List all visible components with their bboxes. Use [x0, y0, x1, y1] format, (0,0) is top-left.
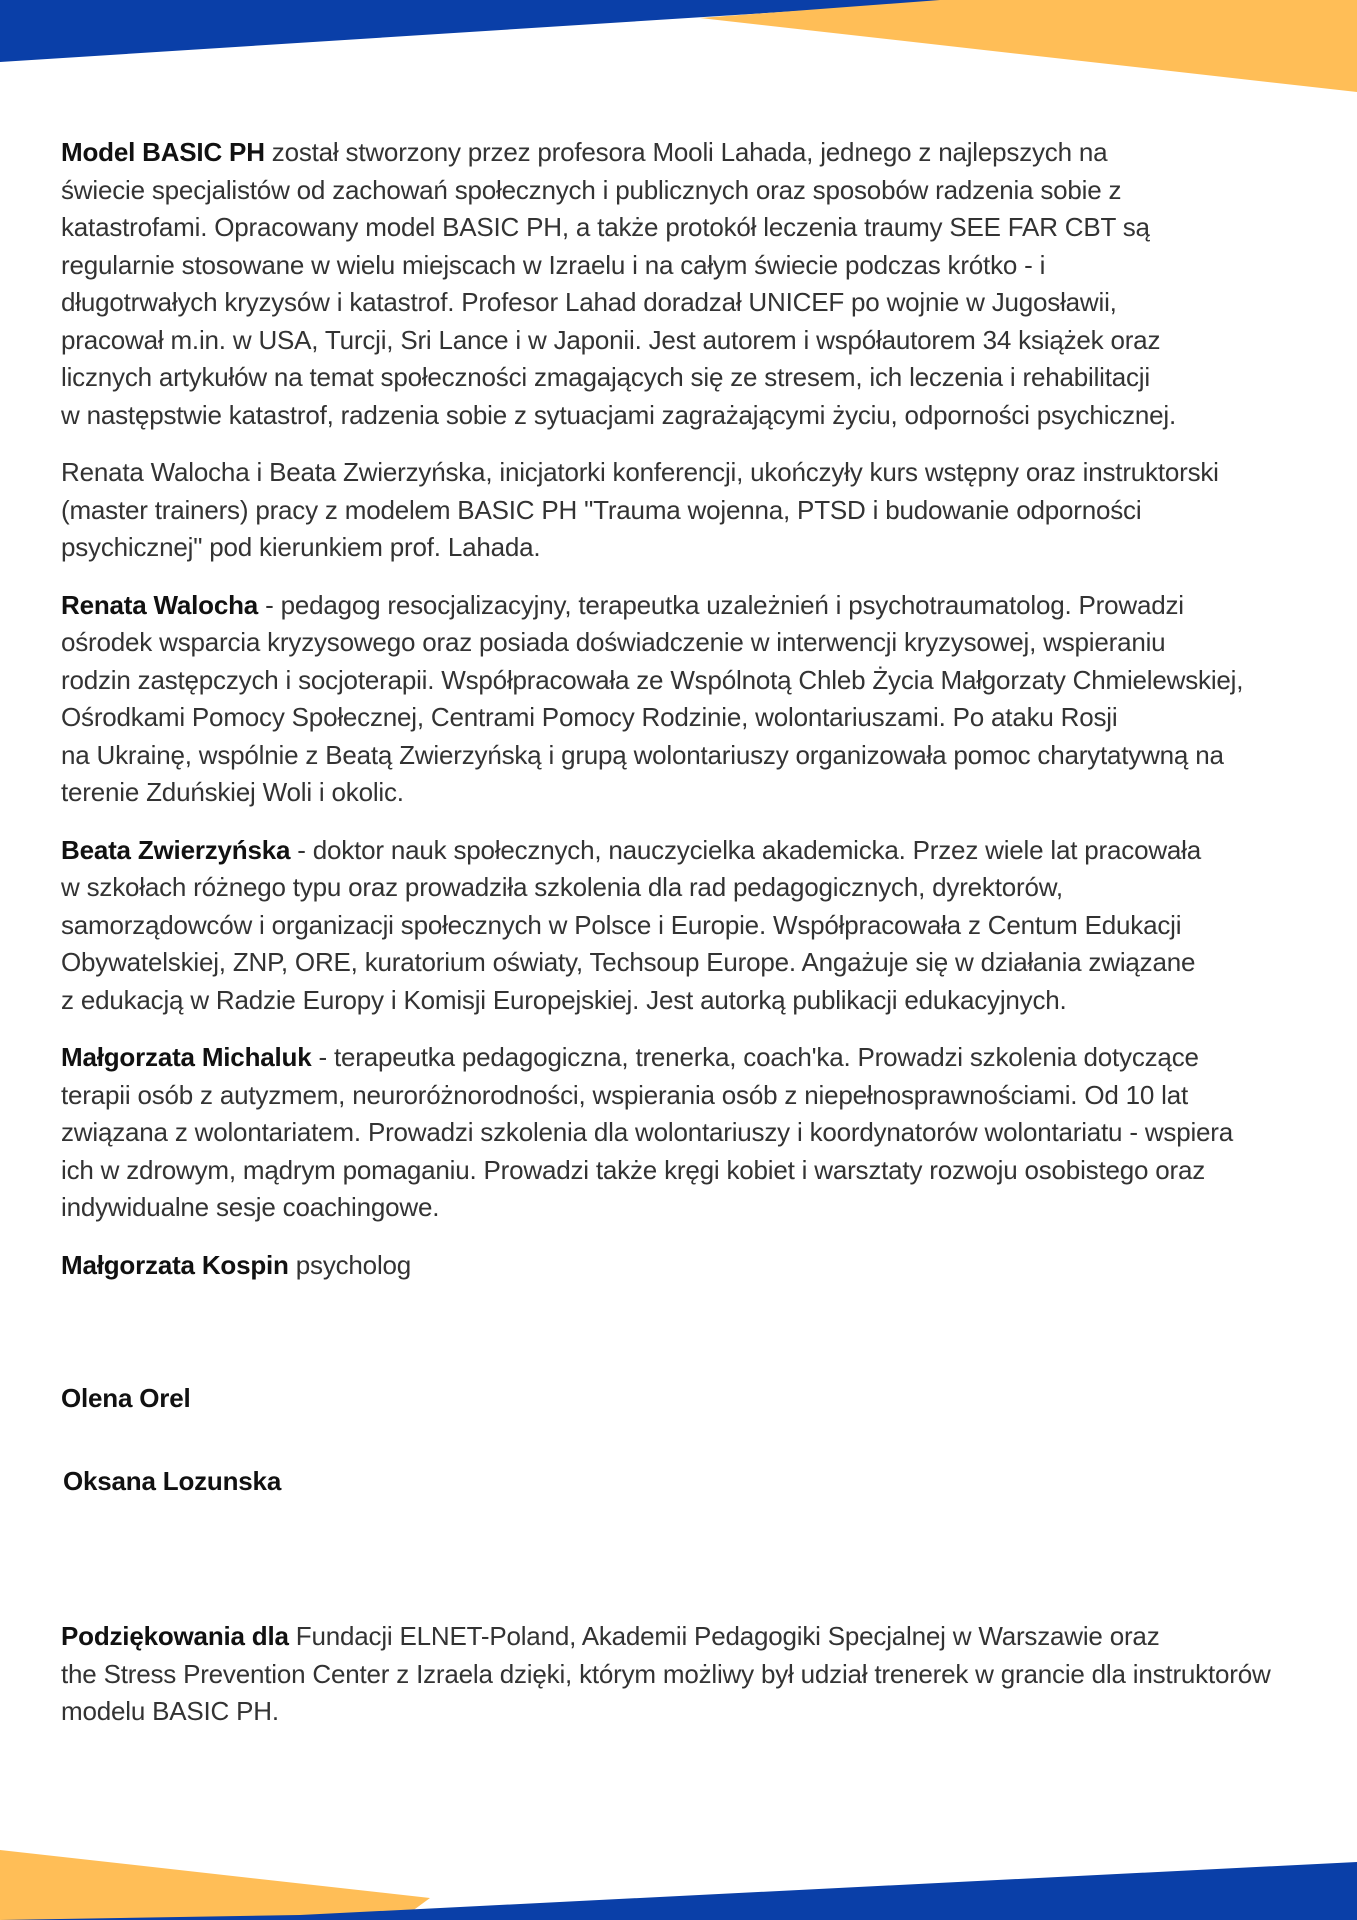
- person-name: Renata Walocha: [61, 589, 259, 620]
- name-olena-orel: Olena Orel: [61, 1383, 191, 1413]
- person-name: Małgorzata Kospin: [61, 1249, 289, 1280]
- person-name: Beata Zwierzyńska: [61, 834, 291, 865]
- document-body: [61, 134, 1357, 1731]
- bio-malgorzata-kospin: Małgorzata Kospin psycholog: [61, 1249, 412, 1280]
- bio-malgorzata-michaluk: Małgorzata Michaluk - terapeutka pedagogiczna, trenerka, coach'ka. Prowadzi szkolenia dotyczące terapii osób z autyzmem, neuroróżnorodności, wspierania osób z niepełnosprawnościami. Od 10 lat związana z wolontariatem. Prowadzi szkolenia dla wolontariuszy i koordynatorów wolontariatu - wspiera ich w zdrowym, mądrym pomaganiu. Prowadzi także kręgi kobiet i warsztaty rozwoju osobistego oraz indywidualne sesje coachingowe.: [61, 1042, 1234, 1222]
- top-decorative-banner: [0, 0, 1357, 100]
- bottom-decorative-banner: [0, 1820, 1357, 1920]
- bottom-orange-stripe: [0, 1850, 430, 1920]
- intro-paragraph: Model BASIC PH został stworzony przez profesora Mooli Lahada, jednego z najlepszych na świecie specjalistów od zachowań społecznych i publicznych oraz sposobów radzenia sobie z katastrofami. Opracowany model BASIC PH, a także protokół leczenia traumy SEE FAR CBT są regularnie stosowane w wielu miejscach w Izraelu i na całym świecie podczas krótko - i długotrwałych kryzysów i katastrof. Profesor Lahad doradzał UNICEF po wojnie w Jugosławii, pracował m.in. w USA, Turcji, Sri Lance i w Japonii. Jest autorem i współautorem 34 książek oraz licznych artykułów na temat społeczności zmagających się ze stresem, ich leczenia i rehabilitacji w następstwie katastrof, radzenia sobie z sytuacjami zagrażającymi życiu, odporności psychicznej.: [61, 137, 1176, 430]
- name-oksana-lozunska: Oksana Lozunska: [63, 1465, 282, 1496]
- bio-renata-walocha: Renata Walocha - pedagog resocjalizacyjny, terapeutka uzależnień i psychotraumatolog. Prowadzi ośrodek wsparcia kryzysowego oraz posiada doświadczenie w interwencji kryzysowej, wspieraniu rodzin zastępczych i socjoterapii. Współpracowała ze Wspólnotą Chleb Życia Małgorzaty Chmielewskiej, Ośrodkami Pomocy Społecznej, Centrami Pomocy Rodzinie, wolontariuszami. Po ataku Rosji na Ukrainę, wspólnie z Beatą Zwierzyńską i grupą wolontariuszy organizowała pomoc charytatywną na terenie Zduńskiej Woli i okolic.: [61, 589, 1244, 807]
- acknowledgements-heading: Podziękowania dla: [61, 1621, 289, 1651]
- bio-beata-zwierzynska: Beata Zwierzyńska - doktor nauk społecznych, nauczycielka akademicka. Przez wiele lat pracowała w szkołach różnego typu oraz prowadziła szkolenia dla rad pedagogicznych, dyrektorów, samorządowców i organizacji społecznych w Polsce i Europie. Współpracowała z Centum Edukacji Obywatelskiej, ZNP, ORE, kuratorium oświaty, Techsoup Europe. Angażuje się w działania związane z edukacją w Radzie Europy i Komisji Europejskiej. Jest autorką publikacji edukacyjnych.: [61, 834, 1202, 1015]
- initiators-paragraph: Renata Walocha i Beata Zwierzyńska, inicjatorki konferencji, ukończyły kurs wstępny oraz instruktorski (master trainers) pracy z modelem BASIC PH "Trauma wojenna, PTSD i budowanie odporności psychicznej" pod kierunkiem prof. Lahada.: [61, 457, 1219, 562]
- acknowledgements-paragraph: Podziękowania dla Fundacji ELNET-Poland, Akademii Pedagogiki Specjalnej w Warszawie oraz the Stress Prevention Center z Izraela dzięki, którym możliwy był udział trenerek w grancie dla instruktorów modelu BASIC PH.: [61, 1621, 1271, 1726]
- person-name: Małgorzata Michaluk: [61, 1042, 312, 1072]
- top-orange-stripe: [700, 0, 1357, 92]
- model-name: Model BASIC PH: [61, 137, 265, 167]
